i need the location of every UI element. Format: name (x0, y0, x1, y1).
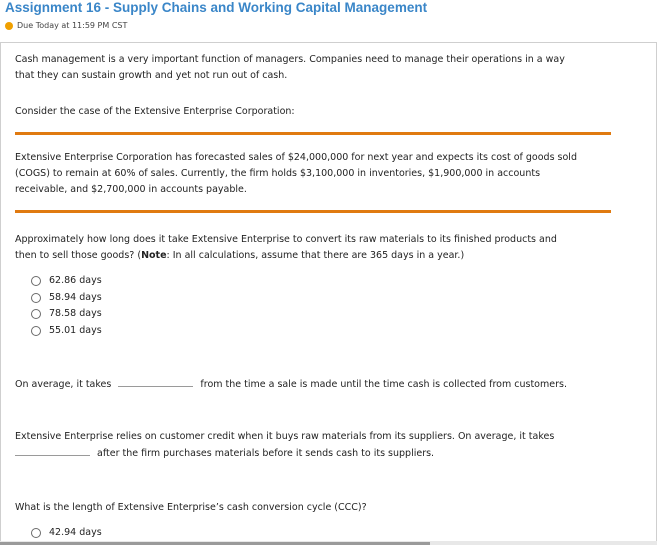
divider-bottom (15, 210, 611, 213)
option-label: 55.01 days (49, 325, 102, 336)
divider-top (15, 132, 611, 135)
intro-paragraph (15, 52, 565, 84)
case-intro: Consider the case of the Extensive Enterprise Corporation: (15, 106, 295, 117)
question-2: On average, it takes from the time a sale is made until the time cash is collected from customers. (15, 376, 567, 393)
q1-option-2[interactable] (31, 291, 102, 305)
question-1-line-1: Approximately how long does it take Extensive Enterprise to convert its raw materials to its finished products and (15, 234, 557, 245)
radio-button[interactable] (31, 528, 41, 538)
option-label: 42.94 days (49, 527, 102, 538)
question-3-line-2: after the firm purchases materials before it sends cash to its suppliers. (15, 445, 554, 462)
option-label: 62.86 days (49, 275, 102, 286)
radio-button[interactable] (31, 326, 41, 336)
due-date-text: Due Today at 11:59 PM CST (17, 21, 128, 30)
q1-option-1[interactable] (31, 274, 102, 288)
note-label: Note (141, 250, 167, 261)
q1-option-4[interactable] (31, 324, 102, 338)
intro-line-2: that they can sustain growth and yet not run out of cash. (15, 70, 288, 81)
question-3 (15, 429, 554, 462)
horizontal-scrollbar[interactable] (0, 541, 657, 545)
case-line-2: (COGS) to remain at 60% of sales. Currently, the firm holds $3,100,000 in inventories, $1,900,000 in accounts (15, 168, 541, 179)
question-1-line-2: then to sell those goods? (Note: In all calculations, assume that there are 365 days in a year.) (15, 250, 465, 261)
q4-option-1[interactable] (31, 526, 102, 540)
intro-line-1: Cash management is a very important function of managers. Companies need to manage their operations in a way (15, 54, 565, 65)
case-line-3: receivable, and $2,700,000 in accounts payable. (15, 184, 247, 195)
assignment-title: Assignment 16 - Supply Chains and Working Capital Management (5, 0, 428, 15)
radio-button[interactable] (31, 309, 41, 319)
clock-icon (5, 22, 13, 30)
case-text (15, 150, 577, 198)
case-line-1: Extensive Enterprise Corporation has forecasted sales of $24,000,000 for next year and expects its cost of goods sold (15, 152, 577, 163)
receivables-days-dropdown[interactable] (118, 376, 193, 387)
question-4: What is the length of Extensive Enterprise’s cash conversion cycle (CCC)? (15, 502, 367, 513)
radio-button[interactable] (31, 293, 41, 303)
question-1 (15, 232, 557, 264)
q1-option-3[interactable] (31, 307, 102, 321)
radio-button[interactable] (31, 276, 41, 286)
due-date (5, 20, 127, 32)
payables-days-dropdown[interactable] (15, 445, 90, 456)
question-3-line-1: Extensive Enterprise relies on customer credit when it buys raw materials from its suppliers. On average, it takes (15, 431, 555, 442)
option-label: 58.94 days (49, 292, 102, 303)
option-label: 78.58 days (49, 308, 102, 319)
